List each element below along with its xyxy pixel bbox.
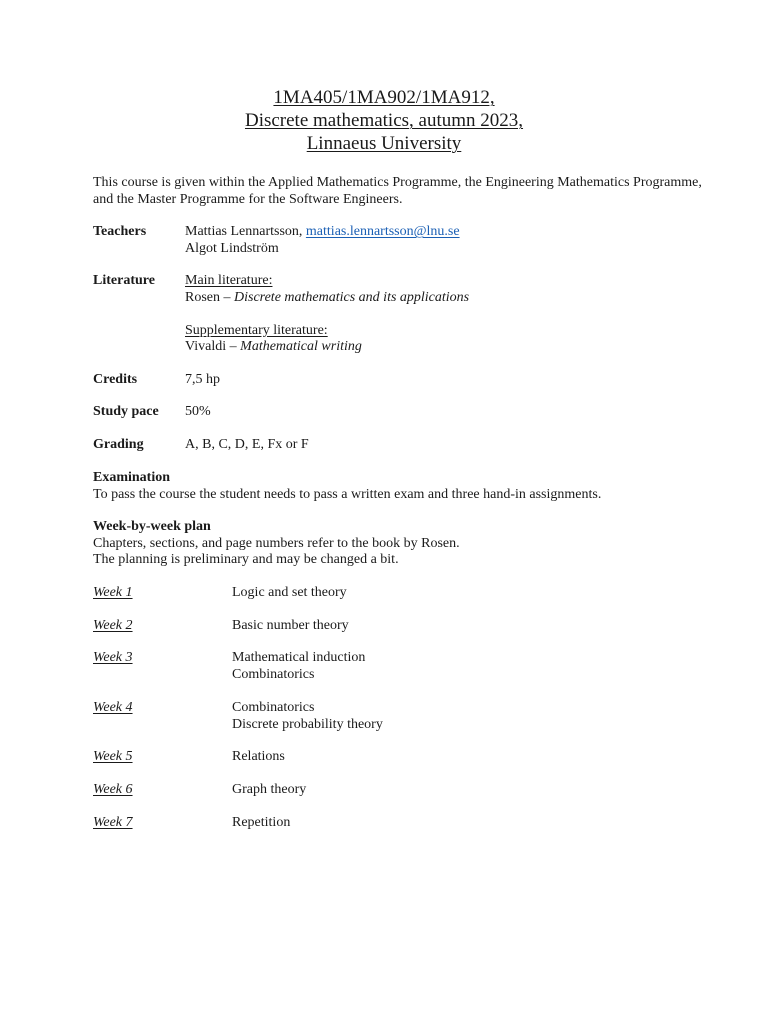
- examination-text: To pass the course the student needs to pass a written exam and three hand-in assignments.: [93, 486, 602, 502]
- week-label-2: Week 2: [93, 618, 133, 633]
- week-topics-1: [232, 585, 347, 602]
- week-4-topic-1: Combinatorics: [232, 700, 315, 715]
- week-5-topic-1: Relations: [232, 749, 285, 764]
- title-university: Linnaeus University: [306, 133, 462, 154]
- week-1-topic-1: Logic and set theory: [232, 585, 347, 600]
- examination-section: [93, 470, 733, 503]
- week-6-topic-1: Graph theory: [232, 782, 307, 797]
- week-label-3: Week 3: [93, 650, 133, 665]
- week-7-topic-1: Repetition: [232, 815, 291, 830]
- week-label-4: Week 4: [93, 700, 133, 715]
- title-course-codes: 1MA405/1MA902/1MA912,: [273, 87, 495, 108]
- credits-label: Credits: [93, 372, 138, 387]
- plan-note-2: The planning is preliminary and may be changed a bit.: [93, 552, 399, 567]
- teachers-list: [185, 224, 460, 257]
- literature-label: Literature: [93, 273, 155, 288]
- supplementary-literature-heading: Supplementary literature:: [185, 322, 328, 338]
- week-topics-5: [232, 749, 285, 766]
- main-literature-heading: Main literature:: [185, 273, 273, 288]
- supplementary-literature-entry: [185, 339, 469, 356]
- plan-note-1: Chapters, sections, and page numbers refer to the book by Rosen.: [93, 535, 460, 551]
- teacher-2-name: Algot Lindström: [185, 240, 279, 256]
- week-3-topic-1: Mathematical induction: [232, 650, 366, 665]
- study-pace-label: Study pace: [93, 404, 159, 419]
- examination-heading: Examination: [93, 470, 171, 485]
- week-topics-2: [232, 618, 349, 635]
- teacher-1-email-link[interactable]: mattias.lennartsson@lnu.se: [305, 224, 460, 239]
- week-4-topic-2: Discrete probability theory: [232, 716, 383, 732]
- week-3-topic-2: Combinatorics: [232, 666, 315, 682]
- supplementary-literature-title: Mathematical writing: [240, 339, 362, 354]
- grading-value: A, B, C, D, E, Fx or F: [185, 437, 309, 452]
- week-topics-7: [232, 815, 290, 832]
- teacher-1-name: Mattias Lennartsson,: [185, 224, 306, 239]
- week-label-7: Week 7: [93, 815, 133, 830]
- week-2-topic-1: Basic number theory: [232, 618, 349, 633]
- supplementary-literature-author: Vivaldi –: [185, 339, 241, 354]
- teacher-1: [185, 224, 460, 241]
- plan-heading: Week-by-week plan: [93, 519, 211, 534]
- week-label-6: Week 6: [93, 782, 133, 797]
- week-label-5: Week 5: [93, 749, 133, 764]
- plan-section: [93, 519, 733, 569]
- week-label-1: Week 1: [93, 585, 133, 600]
- title-course-name: Discrete mathematics, autumn 2023,: [244, 110, 524, 131]
- intro-paragraph: This course is given within the Applied Mathematics Programme, the Engineering Mathematics Programme, and the Master Programme for the Software Engineers.: [93, 175, 702, 207]
- week-topics-4: [232, 700, 383, 733]
- main-literature-title: Discrete mathematics and its applications: [234, 289, 470, 305]
- main-literature-entry: [185, 290, 469, 307]
- teachers-label: Teachers: [93, 224, 147, 239]
- document-title: [0, 86, 768, 155]
- week-topics-3: [232, 650, 365, 683]
- main-literature-author: Rosen –: [185, 289, 234, 305]
- grading-label: Grading: [93, 437, 144, 452]
- literature-list: [185, 273, 469, 356]
- week-topics-6: [232, 782, 306, 799]
- study-pace-value: 50%: [185, 404, 211, 419]
- credits-value: 7,5 hp: [185, 372, 220, 387]
